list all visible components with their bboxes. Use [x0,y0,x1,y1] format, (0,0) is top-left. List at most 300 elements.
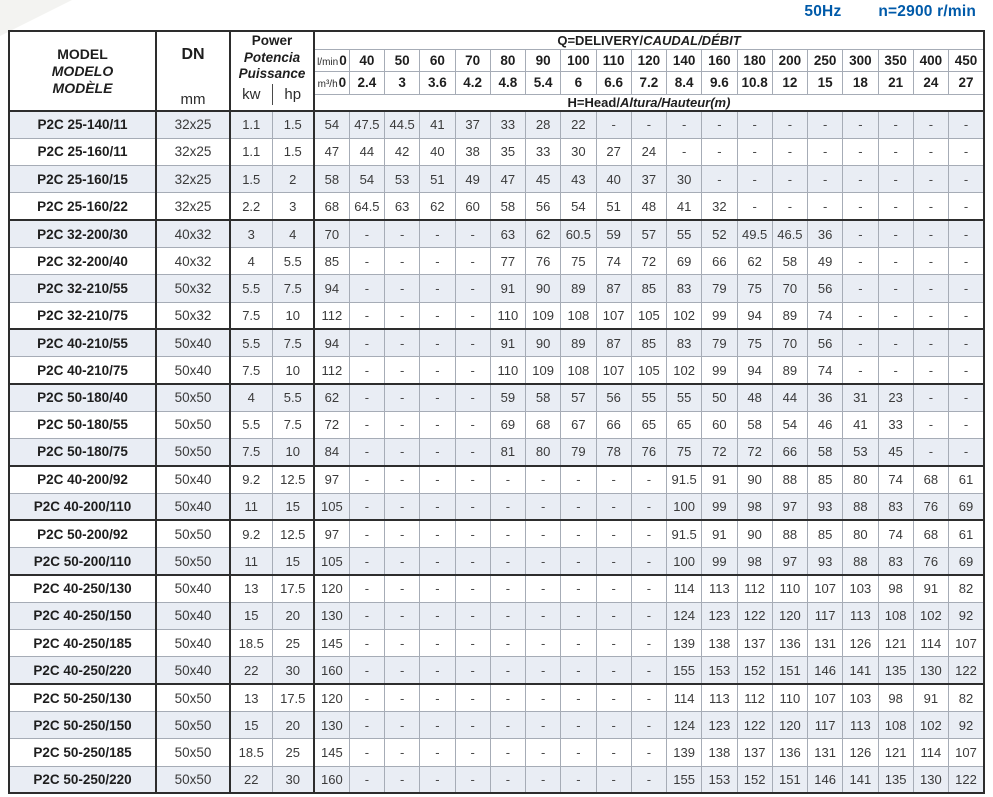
model-cell: P2C 25-160/15 [9,166,156,193]
head-value-cell: 141 [843,766,878,793]
head-value-cell: - [385,575,420,602]
head-value-cell: - [455,520,490,547]
dn-cell: 32x25 [156,193,230,220]
head-value-cell: - [878,247,913,274]
kw-cell: 13 [230,684,272,711]
model-cell: P2C 32-200/40 [9,247,156,274]
head-value-cell: - [949,220,984,247]
head-value-cell: - [490,520,525,547]
head-value-cell: - [420,684,455,711]
head-value-cell: - [455,548,490,575]
model-cell: P2C 40-200/110 [9,493,156,520]
head-value-cell: 78 [596,439,631,466]
head-value-cell: - [490,766,525,793]
model-cell: P2C 40-210/55 [9,329,156,356]
head-value-cell: - [420,439,455,466]
head-value-cell: - [385,357,420,384]
head-value-cell: - [913,302,948,329]
head-value-cell: 103 [843,684,878,711]
head-value-cell: 66 [702,247,737,274]
head-value-cell: - [526,684,561,711]
head-value-cell: - [561,766,596,793]
head-value-cell: - [455,739,490,766]
head-value-cell: 153 [702,657,737,684]
m3h-value-cell: 24 [913,72,948,94]
head-value-cell: - [420,357,455,384]
head-value-cell: 146 [808,657,843,684]
kw-cell: 5.5 [230,329,272,356]
head-value-cell: 75 [737,329,772,356]
head-value-cell: 72 [702,439,737,466]
lmin-value-cell: 300 [843,49,878,71]
head-value-cell: 155 [667,657,702,684]
head-value-cell: - [561,630,596,657]
head-value-cell: - [808,111,843,138]
head-value-cell: - [385,329,420,356]
head-value-cell: 94 [737,302,772,329]
head-value-cell: 74 [878,520,913,547]
head-value-cell: 54 [772,411,807,438]
head-value-cell: 90 [737,466,772,493]
head-value-cell: 76 [631,439,666,466]
power-label-fr: Puissance [238,66,306,81]
head-value-cell: 137 [737,739,772,766]
head-value-cell: 135 [878,766,913,793]
head-value-cell: 79 [702,329,737,356]
head-value-cell: - [385,657,420,684]
head-value-cell: 146 [808,766,843,793]
head-value-cell: 69 [949,493,984,520]
model-cell: P2C 50-200/110 [9,548,156,575]
kw-cell: 1.1 [230,138,272,165]
head-value-cell: - [561,575,596,602]
head-value-cell: 66 [596,411,631,438]
head-value-cell: 107 [949,630,984,657]
table-row [9,739,984,766]
head-value-cell: 126 [843,739,878,766]
head-value-cell: 57 [561,384,596,411]
kw-cell: 7.5 [230,302,272,329]
head-value-cell: 138 [702,739,737,766]
lmin-value-cell: 70 [455,49,490,71]
head-value-cell: 43 [561,166,596,193]
table-row [9,630,984,657]
m3h-value-cell: 6.6 [596,72,631,94]
kw-cell: 2.2 [230,193,272,220]
head-value-cell: 123 [702,712,737,739]
head-value-cell: - [596,739,631,766]
dn-cell: 50x40 [156,602,230,629]
head-value-cell: 124 [667,602,702,629]
head-value-cell: - [808,138,843,165]
head-value-cell: 110 [772,684,807,711]
head-value-cell: - [455,575,490,602]
head-value-cell: - [349,575,384,602]
head-value-cell: 130 [314,712,349,739]
head-value-cell: - [526,739,561,766]
head-value-cell: - [385,384,420,411]
head-value-cell: - [949,384,984,411]
head-value-cell: 139 [667,630,702,657]
head-value-cell: 123 [702,602,737,629]
head-value-cell: 48 [737,384,772,411]
q-title-plain: Q=DELIVERY/ [557,32,644,48]
table-row [9,602,984,629]
head-value-cell: - [385,302,420,329]
head-value-cell: - [420,411,455,438]
head-value-cell: 91 [913,575,948,602]
head-value-cell: 105 [314,548,349,575]
m3h-value-cell: 3.6 [420,72,455,94]
head-value-cell: - [702,138,737,165]
head-value-cell: 38 [455,138,490,165]
head-value-cell: - [490,657,525,684]
head-value-cell: 30 [667,166,702,193]
head-value-cell: 130 [913,766,948,793]
hp-cell: 20 [272,712,314,739]
head-value-cell: - [843,111,878,138]
model-cell: P2C 25-140/11 [9,111,156,138]
lmin-value-cell: 40 [349,49,384,71]
head-value-cell: 98 [737,493,772,520]
head-value-cell: 103 [843,575,878,602]
head-value-cell: 40 [596,166,631,193]
model-cell: P2C 50-250/185 [9,739,156,766]
head-value-cell: 113 [702,575,737,602]
head-value-cell: - [561,520,596,547]
table-row [9,193,984,220]
head-value-cell: 102 [667,357,702,384]
head-value-cell: 108 [561,302,596,329]
head-value-cell: 60.5 [561,220,596,247]
head-value-cell: 85 [808,520,843,547]
head-value-cell: 102 [913,712,948,739]
model-cell: P2C 40-250/130 [9,575,156,602]
h-title-italic: Altura/Hauteur(m) [619,94,731,110]
lmin-value-cell: 250 [808,49,843,71]
head-value-cell: 88 [843,493,878,520]
head-value-cell: 112 [737,575,772,602]
head-value-cell: 64.5 [349,193,384,220]
head-value-cell: 130 [913,657,948,684]
hp-cell: 10 [272,302,314,329]
kw-cell: 1.1 [230,111,272,138]
head-value-cell: - [349,602,384,629]
head-value-cell: 32 [702,193,737,220]
head-value-cell: - [490,575,525,602]
head-value-cell: - [772,138,807,165]
head-value-cell: 74 [808,357,843,384]
head-value-cell: - [385,602,420,629]
m3h-unit-cell: m³/h0 [314,72,349,94]
head-value-cell: 47.5 [349,111,384,138]
model-cell: P2C 40-250/185 [9,630,156,657]
head-value-cell: - [561,739,596,766]
table-row [9,275,984,302]
dn-cell: 50x50 [156,739,230,766]
hp-cell: 25 [272,739,314,766]
head-value-cell: 80 [526,439,561,466]
model-cell: P2C 50-180/40 [9,384,156,411]
model-cell: P2C 25-160/22 [9,193,156,220]
head-value-cell: 44.5 [385,111,420,138]
head-value-cell: 85 [808,466,843,493]
head-value-cell: - [561,657,596,684]
kw-cell: 15 [230,602,272,629]
m3h-value-cell: 6 [561,72,596,94]
head-value-cell: 109 [526,302,561,329]
head-value-cell: - [631,466,666,493]
head-value-cell: - [843,247,878,274]
kw-cell: 9.2 [230,520,272,547]
head-value-cell: 52 [702,220,737,247]
head-value-cell: - [349,220,384,247]
head-value-cell: 72 [631,247,666,274]
head-value-cell: 107 [596,357,631,384]
head-value-cell: 62 [737,247,772,274]
head-value-cell: - [667,111,702,138]
hp-cell: 7.5 [272,329,314,356]
dn-cell: 40x32 [156,247,230,274]
head-value-cell: - [772,193,807,220]
head-value-cell: 47 [490,166,525,193]
head-value-cell: 45 [526,166,561,193]
table-row [9,220,984,247]
head-value-cell: 113 [843,712,878,739]
m3h-value-cell: 7.2 [631,72,666,94]
model-cell: P2C 50-250/130 [9,684,156,711]
head-value-cell: 74 [808,302,843,329]
head-value-cell: 114 [913,630,948,657]
head-value-cell: - [455,466,490,493]
head-value-cell: 97 [772,548,807,575]
head-value-cell: 137 [737,630,772,657]
lmin-value-cell: 140 [667,49,702,71]
head-value-cell: 151 [772,766,807,793]
table-row [9,247,984,274]
table-row [9,466,984,493]
head-value-cell: - [596,657,631,684]
head-value-cell: 31 [843,384,878,411]
head-value-cell: 98 [878,575,913,602]
head-value-cell: 85 [631,275,666,302]
head-value-cell: 56 [596,384,631,411]
head-value-cell: - [385,739,420,766]
head-value-cell: - [561,712,596,739]
head-value-cell: - [913,220,948,247]
head-value-cell: - [490,684,525,711]
head-value-cell: - [455,302,490,329]
kw-cell: 11 [230,493,272,520]
head-value-cell: - [596,712,631,739]
head-value-cell: - [526,493,561,520]
head-value-cell: - [349,766,384,793]
head-value-cell: - [455,411,490,438]
head-value-cell: - [490,602,525,629]
pump-performance-table [8,30,985,794]
head-value-cell: 24 [631,138,666,165]
head-value-cell: - [455,657,490,684]
head-value-cell: 131 [808,630,843,657]
model-cell: P2C 25-160/11 [9,138,156,165]
hp-unit-label: hp [272,84,314,105]
head-value-cell: - [526,575,561,602]
head-value-cell: - [455,247,490,274]
power-label-en: Power [251,33,293,48]
head-value-cell: - [420,575,455,602]
head-value-cell: 41 [843,411,878,438]
head-value-cell: 89 [561,275,596,302]
head-value-cell: - [385,766,420,793]
head-value-cell: - [596,602,631,629]
head-value-cell: 60 [702,411,737,438]
frequency-label: 50Hz [804,3,842,20]
head-value-cell: 85 [314,247,349,274]
head-value-cell: - [843,329,878,356]
hp-cell: 10 [272,439,314,466]
head-value-cell: 107 [808,684,843,711]
head-value-cell: - [843,138,878,165]
head-value-cell: - [878,220,913,247]
head-value-cell: 105 [631,302,666,329]
head-value-cell: 117 [808,712,843,739]
head-value-cell: - [490,466,525,493]
head-value-cell: 80 [843,466,878,493]
head-value-cell: 40 [420,138,455,165]
speed-label: n=2900 r/min [878,3,976,20]
hp-cell: 12.5 [272,520,314,547]
head-value-cell: - [702,111,737,138]
head-value-cell: 109 [526,357,561,384]
table-row [9,493,984,520]
head-value-cell: 46.5 [772,220,807,247]
head-value-cell: - [455,712,490,739]
hp-cell: 7.5 [272,411,314,438]
head-value-cell: 83 [878,548,913,575]
head-value-cell: - [878,193,913,220]
head-value-cell: - [913,439,948,466]
head-value-cell: - [420,466,455,493]
head-value-cell: - [490,630,525,657]
hp-cell: 30 [272,657,314,684]
head-value-cell: 100 [667,493,702,520]
head-value-cell: 93 [808,548,843,575]
head-value-cell: 121 [878,739,913,766]
head-value-cell: 155 [667,766,702,793]
head-value-cell: - [878,329,913,356]
head-value-cell: 117 [808,602,843,629]
head-value-cell: 60 [455,193,490,220]
head-value-cell: 88 [843,548,878,575]
head-value-cell: 59 [490,384,525,411]
head-value-cell: - [913,111,948,138]
head-value-cell: - [455,357,490,384]
head-value-cell: 44 [349,138,384,165]
lmin-value-cell: 90 [526,49,561,71]
dn-cell: 50x40 [156,630,230,657]
head-value-cell: - [913,193,948,220]
head-value-cell: 85 [631,329,666,356]
head-value-cell: 84 [314,439,349,466]
head-value-cell: 62 [314,384,349,411]
head-value-cell: 90 [526,329,561,356]
head-value-cell: - [420,302,455,329]
head-value-cell: 91.5 [667,466,702,493]
head-value-cell: 51 [596,193,631,220]
model-cell: P2C 32-200/30 [9,220,156,247]
head-value-cell: 68 [314,193,349,220]
head-value-cell: 53 [843,439,878,466]
head-value-cell: 102 [667,302,702,329]
table-row [9,384,984,411]
m3h-value-cell: 15 [808,72,843,94]
head-value-cell: - [737,166,772,193]
head-value-cell: - [526,602,561,629]
head-value-cell: - [455,602,490,629]
head-value-cell: 77 [490,247,525,274]
head-value-cell: 23 [878,384,913,411]
model-cell: P2C 50-180/75 [9,439,156,466]
head-value-cell: - [737,138,772,165]
head-value-cell: - [455,384,490,411]
head-value-cell: 50 [702,384,737,411]
head-value-cell: - [843,193,878,220]
hp-cell: 5.5 [272,384,314,411]
head-value-cell: - [596,684,631,711]
head-value-cell: 75 [561,247,596,274]
head-value-cell: 68 [913,520,948,547]
q-title-italic: CAUDAL/DÉBIT [643,32,741,48]
head-value-cell: 87 [596,275,631,302]
model-cell: P2C 32-210/75 [9,302,156,329]
head-value-cell: 83 [667,275,702,302]
dn-cell: 50x50 [156,712,230,739]
dn-cell: 50x40 [156,657,230,684]
lmin-value-cell: 100 [561,49,596,71]
head-value-cell: 120 [314,684,349,711]
head-value-cell: - [631,766,666,793]
head-value-cell: - [420,384,455,411]
head-value-cell: 113 [702,684,737,711]
table-row [9,411,984,438]
head-value-cell: 65 [667,411,702,438]
head-value-cell: - [349,630,384,657]
m3h-label: m³/h [317,79,338,91]
head-value-cell: 69 [490,411,525,438]
head-value-cell: - [949,439,984,466]
head-value-cell: 124 [667,712,702,739]
head-value-cell: - [420,520,455,547]
head-value-cell: 91 [490,275,525,302]
head-value-cell: 58 [314,166,349,193]
head-value-cell: 37 [455,111,490,138]
model-cell: P2C 50-200/92 [9,520,156,547]
head-value-cell: - [878,275,913,302]
lmin-value-cell: 400 [913,49,948,71]
head-value-cell: 76 [913,548,948,575]
head-value-cell: - [420,247,455,274]
dn-cell: 50x50 [156,411,230,438]
head-value-cell: - [420,602,455,629]
head-value-cell: 105 [314,493,349,520]
head-value-cell: - [455,329,490,356]
head-value-cell: 122 [737,712,772,739]
head-value-cell: 152 [737,657,772,684]
head-value-cell: 99 [702,357,737,384]
model-label-es: MODELO [51,62,114,79]
head-value-cell: 145 [314,739,349,766]
m3h-value-cell: 9.6 [702,72,737,94]
